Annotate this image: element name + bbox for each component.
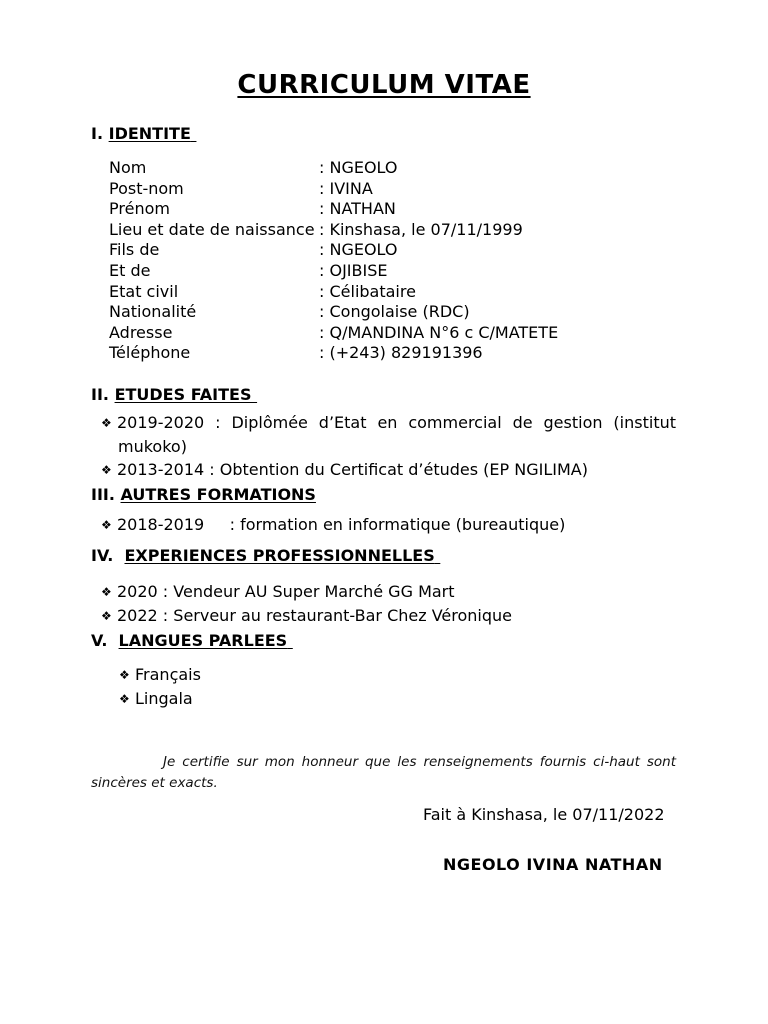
diamond-bullet-icon: ❖: [101, 463, 112, 477]
diamond-bullet-icon: ❖: [101, 518, 112, 532]
identity-row-naissance: [109, 220, 558, 241]
certification-line-2: sincères et exacts.: [91, 775, 218, 791]
identity-key: Téléphone: [109, 343, 191, 363]
section-formations-heading: [91, 485, 316, 504]
identity-key: Adresse: [109, 322, 173, 342]
langues-item-2: [119, 687, 193, 711]
langues-item-2-text: Lingala: [135, 689, 193, 708]
identity-value: : IVINA: [319, 178, 373, 198]
section-number: II.: [91, 385, 109, 404]
section-label: LANGUES PARLEES: [118, 631, 288, 650]
section-number: IV.: [91, 546, 114, 565]
etudes-item-2: [101, 458, 588, 482]
identity-table: [109, 158, 558, 364]
identity-value: : (+243) 829191396: [319, 343, 483, 363]
identity-value: : NGEOLO: [319, 240, 398, 260]
formations-item-1: [101, 513, 565, 537]
identity-key: Nationalité: [109, 302, 197, 322]
identity-key: Post-nom: [109, 178, 184, 198]
identity-value: : NATHAN: [319, 199, 396, 219]
identity-row-post-nom: [109, 179, 558, 200]
etudes-item-1-line-1: 2019-2020 : Diplômée d’Etat en commercial de gestion (institut: [117, 413, 676, 432]
diamond-bullet-icon: ❖: [101, 609, 112, 623]
identity-value: : Q/MANDINA N°6 c C/MATETE: [319, 322, 559, 342]
section-label: EXPERIENCES PROFESSIONNELLES: [124, 546, 435, 565]
signature-name: NGEOLO IVINA NATHAN: [443, 855, 663, 874]
etudes-item-1-continued: mukoko): [118, 437, 187, 456]
section-number: I.: [91, 124, 104, 143]
section-langues-heading: [91, 631, 293, 650]
section-experiences-heading: [91, 546, 440, 565]
identity-value: : OJIBISE: [319, 260, 388, 280]
identity-key: Fils de: [109, 240, 160, 260]
identity-row-etat-civil: [109, 282, 558, 303]
section-label: AUTRES FORMATIONS: [120, 485, 316, 504]
section-label: IDENTITE: [108, 124, 191, 143]
identity-row-et-de: [109, 261, 558, 282]
diamond-bullet-icon: ❖: [119, 668, 130, 682]
diamond-bullet-icon: ❖: [101, 585, 112, 599]
document-title: CURRICULUM VITAE: [237, 70, 531, 100]
identity-row-prenom: [109, 199, 558, 220]
section-etudes-heading: [91, 385, 257, 404]
diamond-bullet-icon: ❖: [119, 692, 130, 706]
identity-key: Nom: [109, 158, 147, 177]
experiences-item-1-text: 2020 : Vendeur AU Super Marché GG Mart: [117, 582, 455, 601]
etudes-item-1: [101, 411, 676, 435]
identity-key: Lieu et date de naissance: [109, 219, 315, 239]
identity-row-nationalite: [109, 302, 558, 323]
experiences-item-1: [101, 580, 455, 604]
identity-value: : Célibataire: [319, 281, 416, 301]
certification-statement: [91, 752, 676, 794]
identity-key: Et de: [109, 260, 151, 280]
identity-row-adresse: [109, 323, 558, 344]
section-number: III.: [91, 485, 115, 504]
identity-row-fils-de: [109, 240, 558, 261]
identity-value: : NGEOLO: [319, 158, 398, 177]
section-number: V.: [91, 631, 108, 650]
place-and-date: Fait à Kinshasa, le 07/11/2022: [423, 805, 665, 824]
experiences-item-2: [101, 604, 512, 628]
identity-key: Etat civil: [109, 281, 179, 301]
identity-value: : Kinshasa, le 07/11/1999: [319, 219, 523, 239]
identity-value: : Congolaise (RDC): [319, 302, 470, 322]
section-label: ETUDES FAITES: [114, 385, 252, 404]
etudes-item-2-text: 2013-2014 : Obtention du Certificat d’études (EP NGILIMA): [117, 460, 588, 479]
identity-row-nom: [109, 158, 558, 179]
certification-line-1: Je certifie sur mon honneur que les renseignements fournis ci-haut sont: [163, 754, 676, 770]
section-identite-heading: [91, 124, 196, 143]
diamond-bullet-icon: ❖: [101, 416, 112, 430]
experiences-item-2-text: 2022 : Serveur au restaurant-Bar Chez Véronique: [117, 606, 513, 625]
langues-item-1: [119, 663, 201, 687]
identity-key: Prénom: [109, 199, 170, 219]
identity-row-telephone: [109, 343, 558, 364]
langues-item-1-text: Français: [135, 665, 201, 684]
formations-item-1-text: 2018-2019 : formation en informatique (bureautique): [117, 515, 566, 534]
